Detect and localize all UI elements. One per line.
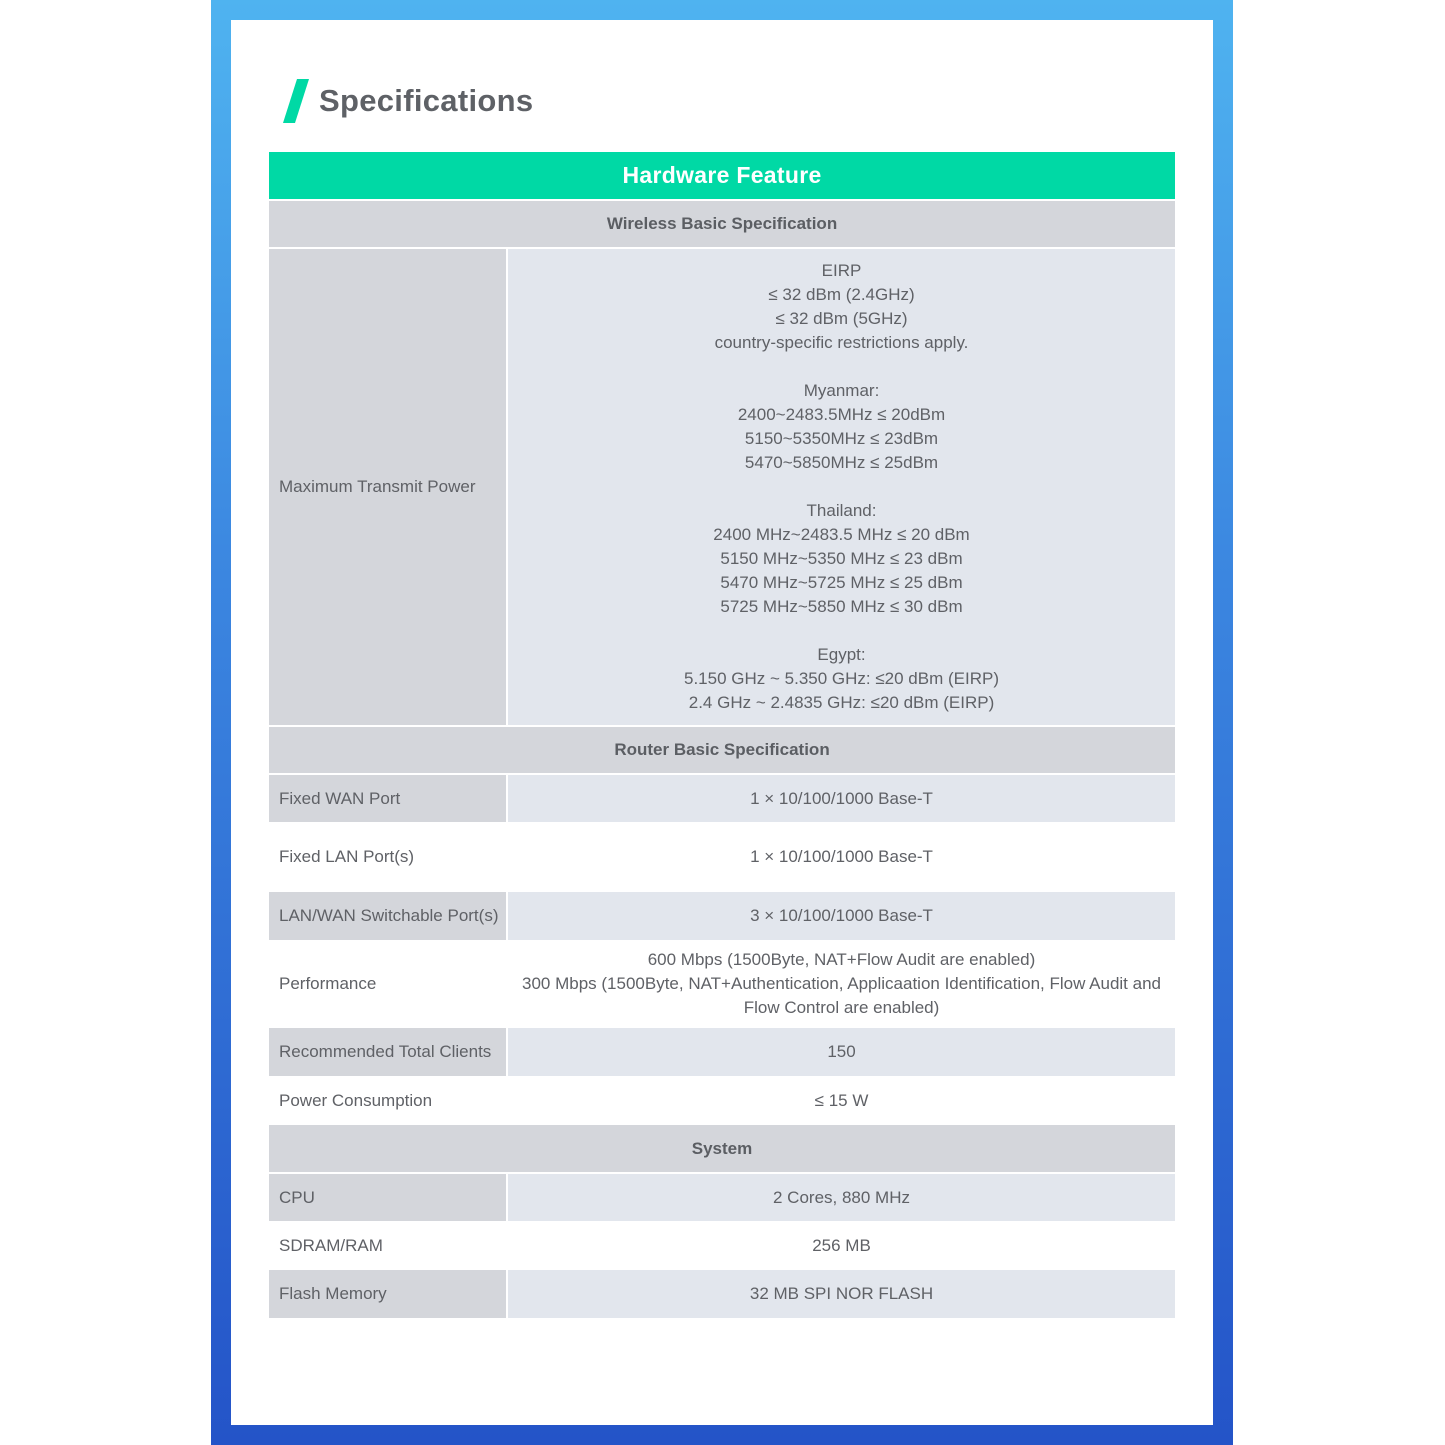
transmit-power-line: ≤ 32 dBm (2.4GHz) (768, 285, 915, 304)
row-value-power-consumption: ≤ 15 W (507, 1076, 1175, 1125)
table-row (269, 1173, 1175, 1221)
table-row (269, 1270, 1175, 1318)
table-row (269, 248, 1175, 726)
transmit-power-line: 2.4 GHz ~ 2.4835 GHz: ≤20 dBm (EIRP) (688, 693, 995, 712)
section-header-router: Router Basic Specification (269, 726, 1175, 774)
row-label-lan-port: Fixed LAN Port(s) (269, 822, 507, 892)
section-header-wireless: Wireless Basic Specification (269, 200, 1175, 248)
row-label-flash-memory: Flash Memory (269, 1270, 507, 1318)
table-row (269, 940, 1175, 1028)
row-value-switchable-port: 3 × 10/100/1000 Base-T (507, 892, 1175, 940)
table-row (269, 774, 1175, 822)
spec-table (269, 152, 1175, 1318)
row-value-cpu: 2 Cores, 880 MHz (507, 1173, 1175, 1221)
row-value-sdram: 256 MB (507, 1221, 1175, 1270)
row-label-power-consumption: Power Consumption (269, 1076, 507, 1125)
table-header: Hardware Feature (269, 152, 1175, 200)
transmit-power-line: 2400~2483.5MHz ≤ 20dBm (737, 405, 946, 424)
line-gap (508, 355, 1175, 379)
transmit-power-line: 5725 MHz~5850 MHz ≤ 30 dBm (720, 597, 963, 616)
table-row (269, 1076, 1175, 1125)
transmit-power-line: ≤ 32 dBm (5GHz) (775, 309, 908, 328)
table-row (269, 1221, 1175, 1270)
transmit-power-line: 2400 MHz~2483.5 MHz ≤ 20 dBm (713, 525, 970, 544)
transmit-power-line: Egypt: (817, 645, 866, 664)
transmit-power-line: 5.150 GHz ~ 5.350 GHz: ≤20 dBm (EIRP) (684, 669, 999, 688)
table-row (269, 892, 1175, 940)
line-gap (508, 619, 1175, 643)
page-heading (283, 78, 533, 124)
performance-line-2: 300 Mbps (1500Byte, NAT+Authentication, Applicaation Identification, Flow Audit and Flow Control are enabled) (522, 974, 1161, 1017)
transmit-power-line: 5470 MHz~5725 MHz ≤ 25 dBm (720, 573, 963, 592)
table-row (269, 822, 1175, 892)
transmit-power-line: country-specific restrictions apply. (714, 333, 969, 352)
transmit-power-line: Thailand: (806, 501, 877, 520)
performance-line-1: 600 Mbps (1500Byte, NAT+Flow Audit are enabled) (647, 950, 1036, 969)
row-value-max-transmit-power (507, 248, 1175, 726)
transmit-power-line: 5470~5850MHz ≤ 25dBm (744, 453, 939, 472)
page-title: Specifications (319, 83, 534, 118)
row-value-performance (507, 940, 1175, 1028)
table-row (269, 1028, 1175, 1076)
transmit-power-line: Myanmar: (803, 381, 880, 400)
row-label-cpu: CPU (269, 1173, 507, 1221)
row-label-max-transmit-power: Maximum Transmit Power (269, 248, 507, 726)
transmit-power-line: 5150~5350MHz ≤ 23dBm (744, 429, 939, 448)
row-label-total-clients: Recommended Total Clients (269, 1028, 507, 1076)
row-value-wan-port: 1 × 10/100/1000 Base-T (507, 774, 1175, 822)
line-gap (508, 475, 1175, 499)
row-label-switchable-port: LAN/WAN Switchable Port(s) (269, 892, 507, 940)
section-header-system: System (269, 1125, 1175, 1173)
row-value-flash-memory: 32 MB SPI NOR FLASH (507, 1270, 1175, 1318)
transmit-power-line: 5150 MHz~5350 MHz ≤ 23 dBm (720, 549, 963, 568)
row-value-total-clients: 150 (507, 1028, 1175, 1076)
row-value-lan-port: 1 × 10/100/1000 Base-T (507, 822, 1175, 892)
row-label-wan-port: Fixed WAN Port (269, 774, 507, 822)
row-label-sdram: SDRAM/RAM (269, 1221, 507, 1270)
transmit-power-line: EIRP (821, 261, 862, 280)
row-label-performance: Performance (269, 940, 507, 1028)
